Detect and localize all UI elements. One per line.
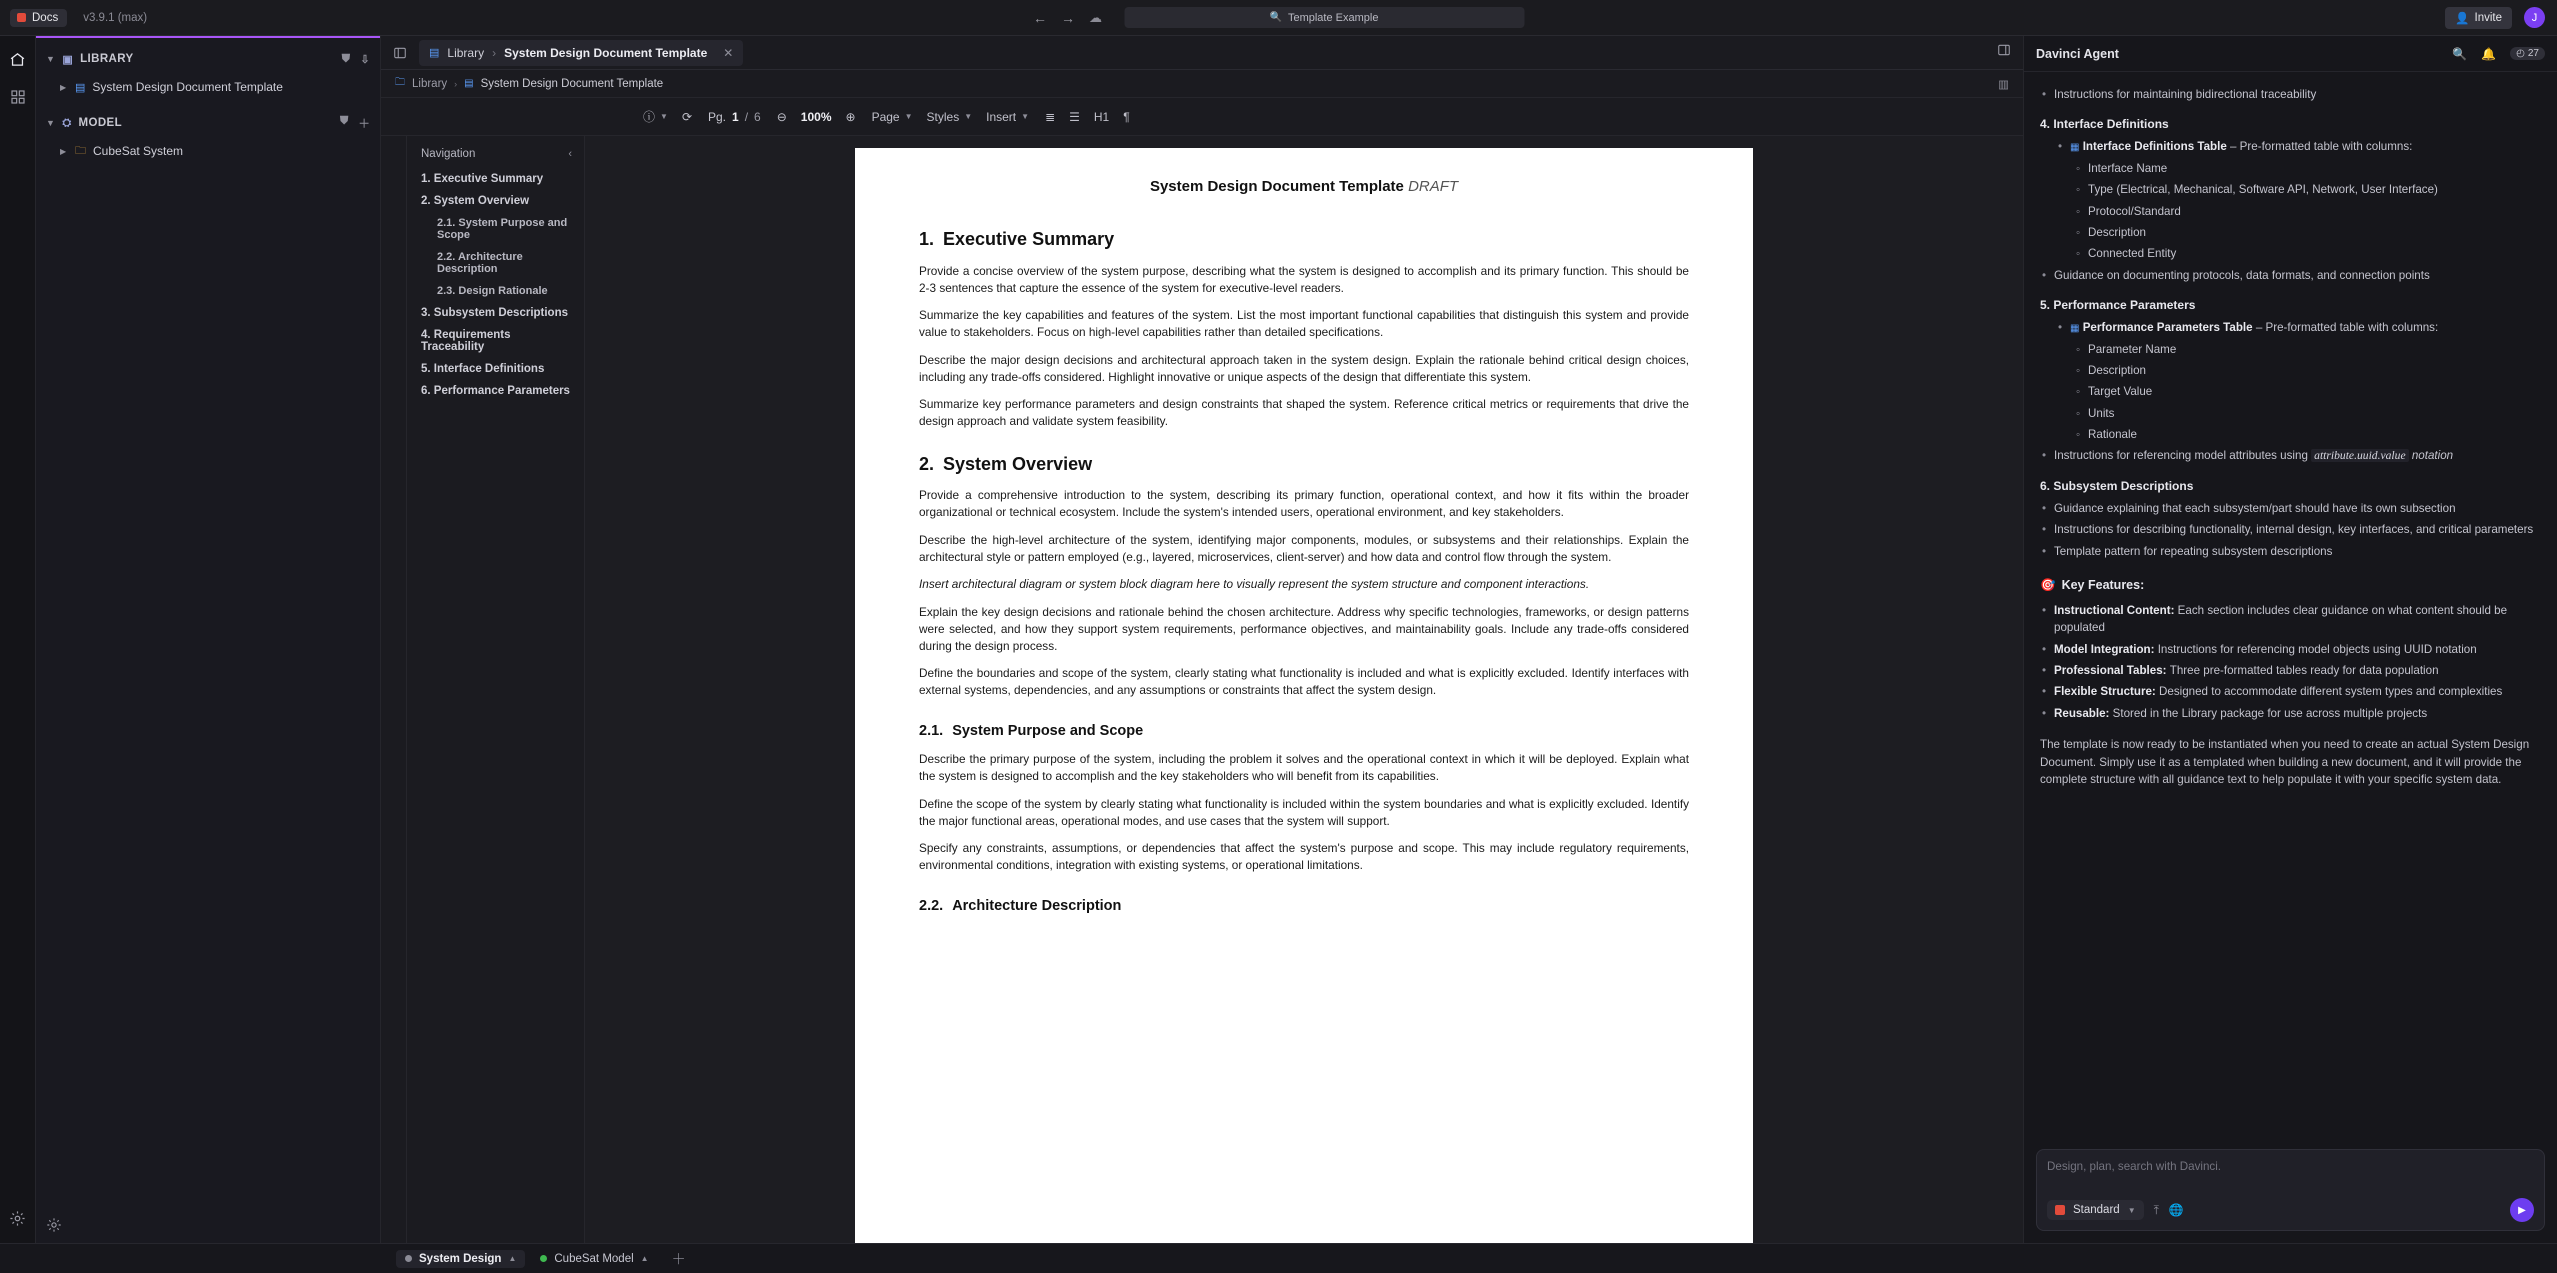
- doc-paragraph: Insert architectural diagram or system block diagram here to visually represent the system structure and component interactions.: [919, 577, 1590, 592]
- agent-key-feature: [2040, 641, 2541, 658]
- history-count: 27: [2527, 48, 2539, 59]
- filter-icon[interactable]: ⛊: [341, 52, 351, 65]
- plus-icon[interactable]: ＋: [671, 1250, 686, 1267]
- main-body: [0, 36, 2557, 1243]
- doc-paragraph: Describe the high-level architecture of the system, identifying major components, modules, or subsystems and their relationships. Explain the architectural style or pattern employed (e.g., layered, microservices, client-server) and how data and control flow through the system.: [919, 532, 1689, 564]
- nav-item-label: Architecture Description: [437, 251, 523, 275]
- document-title-text: System Design Document Template: [1149, 178, 1404, 195]
- forward-icon[interactable]: →: [1061, 9, 1075, 26]
- agent-section-footnote: [2040, 447, 2541, 464]
- agent-list-item: • Instructions for describing functionality, internal design, key interfaces, and critical parameters: [2040, 521, 2541, 538]
- agent-list-item: • Template pattern for repeating subsystem descriptions: [2040, 543, 2541, 560]
- page-total: 6: [754, 109, 761, 124]
- agent-table-columns: [2040, 160, 2541, 263]
- agent-section-heading: 5. Performance Parameters: [2040, 298, 2196, 313]
- upload-icon[interactable]: ⤒: [2153, 1202, 2159, 1217]
- doc-paragraph: Provide a concise overview of the system purpose, describing what the system is designed to accomplish and its primary function. This should be 2-3 sentences that capture the essence of the system for executive-level readers.: [919, 263, 1689, 295]
- invite-button[interactable]: [2445, 7, 2512, 29]
- library-icon: ▣: [62, 53, 74, 66]
- folder-icon: 🗀: [75, 144, 86, 157]
- agent-list-item: ◦ Rationale: [2074, 426, 2541, 443]
- chevron-right-icon: ›: [454, 78, 458, 89]
- chevron-down-icon: ▼: [660, 112, 668, 121]
- heading-icon[interactable]: H1: [1093, 109, 1110, 124]
- navigation-pane: [407, 136, 585, 1243]
- nav-item-system-overview[interactable]: [407, 190, 584, 212]
- zoom-in-icon[interactable]: ⊕: [845, 109, 856, 124]
- model-item-cubesat-system[interactable]: [36, 138, 380, 164]
- toolbar-menus: [872, 110, 1030, 124]
- agent-key-feature: [2040, 662, 2541, 679]
- agent-key-feature: [2040, 683, 2541, 700]
- agent-table-desc: – Pre-formatted table with columns:: [2255, 321, 2439, 335]
- doc-heading-system-purpose-and-scope: [919, 721, 1689, 742]
- key-feature-text: Three pre-formatted tables ready for data population: [2169, 663, 2439, 677]
- doc-paragraph: Describe the primary purpose of the system, including the problem it solves and the operational context in which it will be deployed. Explain what the system is designed to accomplish and the key stakeholders who will benefit from its capabilities.: [919, 752, 1689, 784]
- nav-item-number: 1.: [421, 173, 434, 185]
- document-area: [381, 136, 2023, 1243]
- key-feature-label: Reusable:: [2054, 706, 2113, 720]
- search-icon: 🔍: [1269, 12, 1282, 23]
- agent-list-item: ◦ Target Value: [2074, 383, 2541, 400]
- footnote-code: attribute.uuid.value: [2311, 449, 2408, 462]
- model-icon: ⛭: [62, 116, 72, 129]
- target-icon: 🎯: [2040, 578, 2056, 593]
- nav-item-number: 2.3.: [437, 285, 459, 297]
- bottom-bar: [0, 1243, 2557, 1273]
- agent-header-actions: [2452, 47, 2545, 61]
- nav-item-performance-parameters[interactable]: [407, 380, 584, 402]
- bottom-tab-label: CubeSat Model: [554, 1252, 634, 1265]
- doc-heading-number: 2.: [919, 453, 935, 474]
- nav-item-system-purpose-and-scope[interactable]: [407, 212, 584, 246]
- breadcrumb: [381, 70, 2023, 98]
- breadcrumb-item-library[interactable]: Library: [412, 77, 448, 90]
- refresh-icon[interactable]: ⟳: [681, 109, 692, 124]
- model-section-header[interactable]: [36, 108, 380, 138]
- breadcrumb-item-current: System Design Document Template: [480, 77, 664, 90]
- agent-table-name: Performance Parameters Table: [2082, 321, 2253, 335]
- tab-system-design-document-template[interactable]: [419, 40, 743, 66]
- model-selector[interactable]: [2047, 1200, 2144, 1220]
- menu-styles[interactable]: [927, 110, 973, 124]
- agent-section-footnote: • Guidance on documenting protocols, data formats, and connection points: [2040, 267, 2541, 284]
- agent-list-item: ◦ Units: [2074, 405, 2541, 422]
- top-bar-right: [2445, 7, 2557, 29]
- doc-paragraph: Summarize key performance parameters and design constraints that shaped the system. Reference critical metrics or requirements that drive the design approach and validate system feasibility.: [919, 397, 1689, 429]
- globe-icon[interactable]: 🌐: [2168, 1203, 2184, 1217]
- nav-item-design-rationale[interactable]: [407, 280, 584, 302]
- agent-header: [2024, 36, 2557, 72]
- filter-icon[interactable]: ⛊: [339, 115, 349, 127]
- nav-item-executive-summary[interactable]: [407, 168, 584, 190]
- apps-grid-icon[interactable]: [7, 86, 29, 108]
- doc-heading-number: 2.2.: [919, 897, 944, 914]
- doc-heading-number: 2.1.: [919, 722, 944, 739]
- agent-list-item: ◦ Connected Entity: [2074, 245, 2541, 262]
- chevron-down-icon: ▼: [964, 112, 973, 121]
- agent-conversation[interactable]: [2024, 72, 2557, 1139]
- doc-heading-text: System Overview: [943, 453, 1093, 474]
- document-sections: [919, 227, 1689, 916]
- agent-section-heading: 6. Subsystem Descriptions: [2040, 478, 2194, 493]
- menu-insert-label: Insert: [986, 109, 1017, 124]
- chevron-down-icon: ▼: [904, 112, 913, 121]
- nav-item-label: Interface Definitions: [433, 363, 545, 375]
- page-separator: /: [744, 109, 749, 124]
- gear-icon[interactable]: [7, 1207, 29, 1229]
- chevron-up-icon[interactable]: ▲: [640, 1254, 649, 1263]
- key-feature-text: Instructions for referencing model objects using UUID notation: [2157, 642, 2477, 656]
- library-actions: [342, 53, 370, 66]
- key-feature-text: Stored in the Library package for use across multiple projects: [2112, 706, 2428, 720]
- doc-heading-text: Executive Summary: [943, 229, 1115, 250]
- doc-heading-executive-summary: [919, 227, 1689, 253]
- person-add-icon: 👤: [2455, 12, 2470, 25]
- agent-closing-paragraph: The template is now ready to be instantiated when you need to create an actual System Design Document. Simply use it as a templated when building a new document, and it will provide the complete structure with all guidance text to help populate it with your specific system data.: [2040, 738, 2530, 786]
- doc-heading-text: System Purpose and Scope: [952, 722, 1144, 739]
- agent-list-item: ◦ Parameter Name: [2074, 341, 2541, 358]
- bell-icon[interactable]: 🔔: [2481, 46, 2497, 61]
- zoom-group: [777, 110, 856, 124]
- document-draft-marker: DRAFT: [1408, 178, 1459, 195]
- panel-right-icon[interactable]: [1997, 43, 2011, 62]
- zoom-value[interactable]: 100%: [800, 109, 832, 124]
- info-icon[interactable]: ⓘ ▼: [643, 110, 668, 124]
- agent-section-bullets: [2040, 500, 2541, 560]
- sort-icon[interactable]: ⇩: [360, 53, 370, 66]
- avatar[interactable]: J: [2524, 7, 2545, 28]
- tab-separator: ›: [492, 45, 497, 60]
- composer-controls: [2047, 1198, 2534, 1222]
- agent-table-columns: [2040, 341, 2541, 444]
- doc-heading-architecture-description: [919, 896, 1689, 917]
- page-indicator[interactable]: [708, 110, 761, 124]
- agent-table-item: [2056, 138, 2541, 155]
- nav-item-number: 5.: [421, 363, 434, 375]
- key-feature-text: Designed to accommodate different system types and complexities: [2159, 685, 2503, 699]
- settings-gear-icon[interactable]: [46, 1217, 62, 1237]
- agent-table-item: [2056, 319, 2541, 336]
- footnote-prefix: Instructions for referencing model attributes using: [2054, 449, 2308, 463]
- page-current: 1: [732, 109, 739, 124]
- key-feature-label: Instructional Content:: [2054, 603, 2178, 617]
- status-dot-icon: [405, 1255, 412, 1262]
- bottom-tab-cubesat-model[interactable]: [531, 1250, 657, 1268]
- chevron-up-icon[interactable]: ▲: [508, 1254, 517, 1263]
- doc-paragraph: Define the boundaries and scope of the system, clearly stating what functionality is included and what is explicitly excluded. Identify interfaces with external systems, dependencies, and any assumptions or constraints that affect the system design.: [919, 666, 1689, 698]
- home-icon[interactable]: [7, 48, 29, 70]
- nav-item-label: Subsystem Descriptions: [433, 307, 569, 319]
- navigation-list: [407, 168, 584, 402]
- key-features-label: Key Features:: [2061, 578, 2145, 593]
- document-icon: ▤: [75, 81, 86, 94]
- tab-bar-actions: [1997, 43, 2015, 62]
- doc-heading-number: 1.: [919, 229, 935, 250]
- key-feature-label: Professional Tables:: [2054, 663, 2170, 677]
- model-actions: [340, 115, 370, 131]
- menu-page[interactable]: [872, 110, 913, 124]
- toolbar-group-doc: [643, 108, 692, 125]
- icon-rail: [0, 36, 36, 1243]
- library-item-system-design-document-template[interactable]: [36, 74, 380, 100]
- navigation-title-row: [407, 148, 584, 168]
- doc-paragraph: Define the scope of the system by clearly stating what functionality is included within the system boundaries and what is explicitly excluded. Identify the major functional areas, operational modes, and use cases that the system will support.: [919, 796, 1689, 828]
- nav-item-label: Design Rationale: [458, 285, 548, 297]
- key-feature-label: Flexible Structure:: [2054, 685, 2160, 699]
- docs-label: Docs: [32, 11, 59, 24]
- document-page[interactable]: [855, 148, 1753, 1243]
- chevron-down-icon: ▼: [2127, 1205, 2136, 1215]
- document-canvas[interactable]: [585, 136, 2023, 1243]
- menu-insert[interactable]: [986, 110, 1029, 124]
- nav-item-number: 2.2.: [437, 251, 458, 263]
- tab-prefix: Library: [447, 45, 485, 60]
- search-text: Template Example: [1287, 11, 1379, 24]
- agent-key-features-list: [2040, 602, 2541, 722]
- doc-paragraph: Explain the key design decisions and rationale behind the chosen architecture. Address why specific technologies, frameworks, or design patterns were selected, and how they support system requirements, performance objectives, and maintainability goals. Include any trade-offs considered during the design process.: [919, 605, 1689, 653]
- model-title: MODEL: [78, 117, 123, 129]
- library-item-label: System Design Document Template: [92, 80, 283, 94]
- agent-list-item: ◦ Description: [2074, 362, 2541, 379]
- nav-item-label: Performance Parameters: [433, 385, 570, 397]
- nav-item-number: 3.: [421, 307, 434, 319]
- page-label: Pg.: [708, 109, 727, 124]
- nav-item-label: System Overview: [433, 195, 530, 207]
- agent-key-features-heading: [2040, 576, 2541, 595]
- navigation-controls: [1033, 7, 1524, 28]
- cloud-icon[interactable]: ☁: [1089, 9, 1102, 25]
- nav-item-requirements-traceability[interactable]: [407, 324, 584, 358]
- history-icon: ◴: [2516, 48, 2525, 59]
- nav-item-number: 4.: [421, 329, 434, 341]
- library-title: LIBRARY: [80, 53, 134, 65]
- back-icon[interactable]: ←: [1033, 9, 1047, 26]
- search-icon[interactable]: 🔍: [2452, 46, 2468, 61]
- layout-icon[interactable]: ▥: [1998, 78, 2009, 91]
- agent-key-feature: [2040, 602, 2541, 637]
- canvas-left-strip: [381, 136, 407, 1243]
- bottom-tab-system-design[interactable]: [396, 1250, 525, 1268]
- nav-item-label: Requirements Traceability: [421, 329, 511, 353]
- send-button[interactable]: ▶: [2510, 1198, 2534, 1222]
- invite-label: Invite: [2474, 11, 2502, 24]
- nav-item-number: 2.: [421, 195, 434, 207]
- agent-title: Davinci Agent: [2036, 46, 2119, 61]
- doc-heading-system-overview: [919, 452, 1689, 478]
- panel-left-icon[interactable]: [389, 43, 411, 63]
- status-dot-icon: [540, 1255, 547, 1262]
- nav-item-architecture-description[interactable]: [407, 246, 584, 280]
- table-icon: ▦: [2070, 323, 2080, 335]
- tab-title: System Design Document Template: [504, 45, 708, 60]
- menu-page-label: Page: [871, 109, 900, 124]
- navigation-title: Navigation: [421, 148, 476, 160]
- chevron-down-icon[interactable]: ▼: [46, 54, 56, 64]
- document-tab-bar: [381, 36, 2023, 70]
- chevron-down-icon[interactable]: ▼: [46, 118, 56, 128]
- agent-list-item: • Guidance explaining that each subsystem/part should have its own subsection: [2040, 500, 2541, 517]
- ordered-list-icon[interactable]: ≣: [1045, 109, 1056, 124]
- close-icon[interactable]: ✕: [723, 45, 734, 60]
- chevron-right-icon[interactable]: ▶: [60, 82, 67, 92]
- agent-composer[interactable]: [2036, 1149, 2545, 1231]
- document-toolbar: [381, 98, 2023, 136]
- toolbar-format-group: [1045, 110, 1130, 124]
- agent-bullet: • Instructions for maintaining bidirectional traceability: [2040, 86, 2541, 103]
- composer-input[interactable]: Design, plan, search with Davinci.: [2047, 1160, 2221, 1173]
- search-input[interactable]: [1124, 7, 1524, 28]
- document-title: [919, 176, 1689, 197]
- agent-key-feature: [2040, 705, 2541, 722]
- paragraph-icon[interactable]: ¶: [1123, 109, 1130, 124]
- history-badge[interactable]: [2510, 47, 2545, 60]
- nav-item-number: 2.1.: [437, 217, 459, 229]
- menu-styles-label: Styles: [926, 109, 960, 124]
- center-panel: [381, 36, 2023, 1243]
- agent-list-item: ◦ Protocol/Standard: [2074, 203, 2541, 220]
- plus-icon[interactable]: ＋: [358, 118, 370, 130]
- top-bar: [0, 0, 2557, 36]
- nav-item-number: 6.: [421, 385, 434, 397]
- agent-table-name: Interface Definitions Table: [2082, 140, 2227, 154]
- document-icon: ▤: [464, 78, 474, 89]
- doc-paragraph: Describe the major design decisions and architectural approach taken in the system design. Explain the rationale behind critical design choices, including any trade-offs considered. Highlight innovative or unique aspects of the design that differentiate this system.: [919, 352, 1689, 384]
- agent-list-item: ◦ Description: [2074, 224, 2541, 241]
- table-icon: ▦: [2070, 142, 2080, 154]
- nav-item-label: Executive Summary: [433, 173, 544, 185]
- chevron-left-icon[interactable]: ‹: [568, 148, 572, 160]
- library-section-header[interactable]: [36, 44, 380, 74]
- agent-list-item: ◦ Interface Name: [2074, 160, 2541, 177]
- agent-list-item: ◦ Type (Electrical, Mechanical, Software API, Network, User Interface): [2074, 181, 2541, 198]
- doc-paragraph: Summarize the key capabilities and features of the system. List the most important functional capabilities that distinguish this system and provide value to stakeholders. Focus on high-level capabilities rather than detailed specifications.: [919, 308, 1689, 340]
- document-icon: ▤: [429, 47, 440, 59]
- version-label: v3.9.1 (max): [83, 11, 148, 24]
- chevron-right-icon[interactable]: ▶: [60, 146, 67, 156]
- doc-paragraph: Provide a comprehensive introduction to the system, describing its primary function, operational context, and how it fits within the broader organizational or technical ecosystem. Include the system's intended users, operational environment, and key stakeholders.: [919, 488, 1689, 520]
- agent-table-desc: – Pre-formatted table with columns:: [2230, 140, 2413, 154]
- zoom-out-icon[interactable]: ⊖: [776, 109, 787, 124]
- footnote-suffix: notation: [2411, 449, 2454, 463]
- docs-app-badge[interactable]: [10, 9, 67, 27]
- nav-item-interface-definitions[interactable]: [407, 358, 584, 380]
- panel-accent-bar: [36, 36, 380, 38]
- agent-panel: [2023, 36, 2557, 1243]
- nav-item-subsystem-descriptions[interactable]: [407, 302, 584, 324]
- left-panel: [36, 36, 381, 1243]
- key-feature-text: Each section includes clear guidance on what content should be populated: [2054, 603, 2508, 635]
- model-label: Standard: [2073, 1204, 2120, 1216]
- agent-section-heading: 4. Interface Definitions: [2040, 117, 2169, 132]
- docs-logo-icon: [17, 13, 26, 22]
- folder-icon: 🗀: [395, 77, 405, 88]
- model-item-label: CubeSat System: [93, 144, 184, 158]
- doc-paragraph: Specify any constraints, assumptions, or dependencies that affect the system's purpose and scope. This may include regulatory requirements, environmental conditions, integration with existing systems, or operational limitations.: [919, 841, 1689, 873]
- doc-heading-text: Architecture Description: [952, 897, 1122, 914]
- key-feature-label: Model Integration:: [2054, 642, 2158, 656]
- chevron-down-icon: ▼: [1021, 112, 1030, 121]
- model-logo-icon: [2055, 1205, 2065, 1215]
- bullet-list-icon[interactable]: ☰: [1069, 109, 1080, 124]
- nav-item-label: System Purpose and Scope: [437, 217, 568, 241]
- bottom-tab-label: System Design: [419, 1252, 502, 1265]
